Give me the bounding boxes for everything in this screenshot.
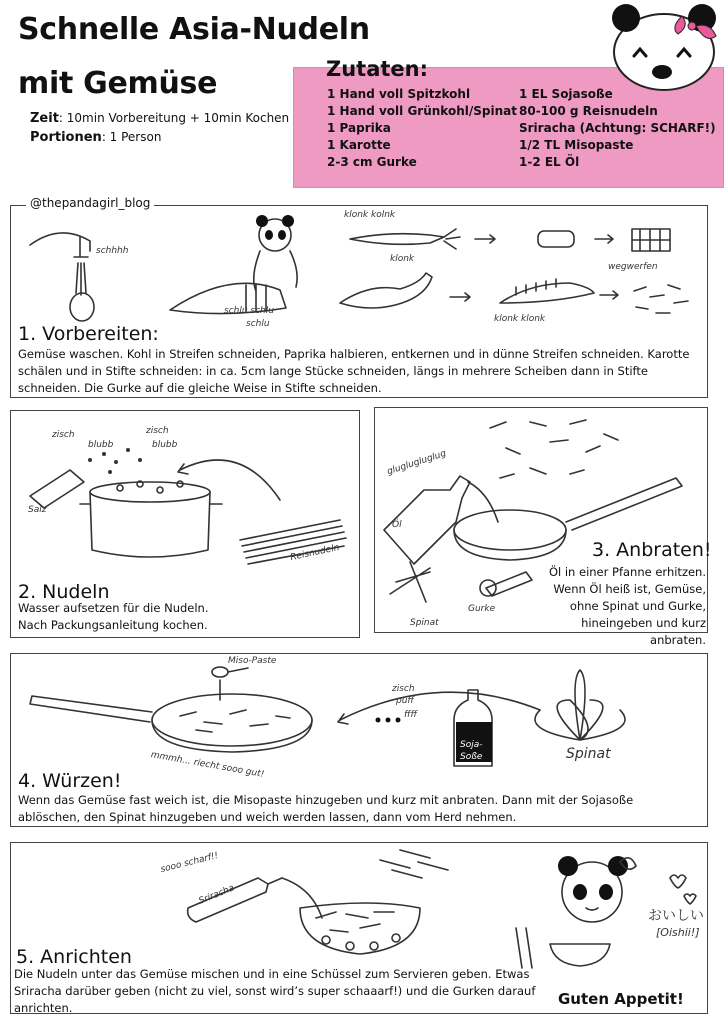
label-puff: puff [396,696,414,706]
label-schlu-2: schlu [246,319,270,329]
zeit-label: Zeit [30,111,59,126]
label-gurke: Gurke [468,604,496,614]
recipe-meta [30,109,289,147]
label-oel: Öl [392,520,402,530]
label-zisch: zisch [52,430,75,440]
step-5-sketches [20,848,710,958]
portionen-value: : 1 Person [101,130,162,144]
title-line-1: Schnelle Asia-Nudeln [18,12,370,47]
blog-handle: @thepandagirl_blog [26,196,154,210]
label-klonk-kolnk: klonk kolnk [344,210,396,220]
ingredients-right-list [519,86,719,171]
label-oishii: [Oishii!] [656,926,700,939]
step-2-sketches [20,420,360,570]
label-klonk: klonk [390,254,415,264]
ingredient-item: 1 Paprika [327,121,391,135]
label-sooo-scharf: sooo scharf!! [159,851,220,875]
step-4-title: 4. Würzen! [18,770,122,792]
step-2-text: Wasser aufsetzen für die Nudeln. Nach Packungsanleitung kochen. [18,601,209,632]
step-2-title: 2. Nudeln [18,581,110,603]
ingredient-item: Sriracha (Achtung: SCHARF!) [519,121,716,135]
ingredient-item: 1 Hand voll Grünkohl/Spinat [327,104,517,118]
label-soja-1: Soja- [460,740,483,750]
step-1-sketches [20,215,710,325]
label-schlu: schlu schlu [224,306,274,316]
ingredient-item: 1/2 TL Misopaste [519,138,634,152]
zeit-value: : 10min Vorbereitung + 10min Kochen [58,111,290,125]
label-ffff: ffff [404,710,417,720]
ingredient-item: 1 Karotte [327,138,391,152]
step-1-title: 1. Vorbereiten: [18,323,159,345]
label-glug: gluglugluglug [385,448,448,478]
step-5-title: 5. Anrichten [16,946,132,968]
step-3-title: 3. Anbraten! [592,539,712,561]
label-miso-paste: Miso-Paste [228,656,277,666]
label-oishii-jp: おいしい [648,908,704,924]
label-sriracha: Sriracha [197,883,236,907]
label-zisch-2: zisch [146,426,169,436]
ingredients-title: Zutaten: [326,57,429,81]
label-soja-2: Soße [460,752,483,762]
label-schhhh: schhhh [96,246,129,256]
label-spinat: Spinat [410,618,439,628]
closing-greeting: Guten Appetit! [558,990,684,1008]
label-blubb-2: blubb [152,440,178,450]
label-salz: Salz [28,505,47,515]
label-reisnudeln: Reisnudeln [289,542,341,564]
label-blubb: blubb [88,440,114,450]
title-line-2: mit Gemüse [18,66,218,101]
step-3-text: Öl in einer Pfanne erhitzen. Wenn Öl heiß ist, Gemüse, ohne Spinat und Gurke, hineingeben und kurz anbraten. [548,565,706,647]
label-zisch-puff: zisch [392,684,415,694]
step-5-text: Die Nudeln unter das Gemüse mischen und in eine Schüssel zum Servieren geben. Etwas Sriracha darüber geben (nicht zu viel, sonst wird’s super schaaarf!) und die Gurken darauf anrichten. [14,967,536,1015]
ingredient-item: 80-100 g Reisnudeln [519,104,658,118]
label-mmmh: mmmh... riecht sooo gut! [150,750,265,780]
label-wegwerfen: wegwerfen [608,262,658,272]
panda-logo-icon [604,4,720,88]
step-4-text: Wenn das Gemüse fast weich ist, die Misopaste hinzugeben und kurz mit anbraten. Dann mit der Sojasoße ablöschen, den Spinat hinzugeben und weich werden lassen, dann vom Herd nehmen. [18,793,634,824]
ingredient-item: 1-2 EL Öl [519,155,580,169]
step-1-text: Gemüse waschen. Kohl in Streifen schneiden, Paprika halbieren, entkernen und in dünne Streifen schneiden. Karotte schälen und in Stifte schneiden: in ca. 5cm lange Stücke schneiden, längs in mehrere Scheiben dann in Stifte schneiden. Die Gurke auf die gleiche Weise in Stifte schneiden. [18,347,690,395]
ingredient-item: 2-3 cm Gurke [327,155,417,169]
zeit-line [30,109,289,128]
portionen-label: Portionen [30,130,102,145]
ingredients-left-list [327,86,517,171]
label-spinat-2: Spinat [566,746,611,762]
ingredient-item: 1 Hand voll Spitzkohl [327,87,471,101]
ingredient-item: 1 EL Sojasoße [519,87,613,101]
portionen-line [30,128,289,147]
label-klonk-row: klonk klonk [494,314,546,324]
